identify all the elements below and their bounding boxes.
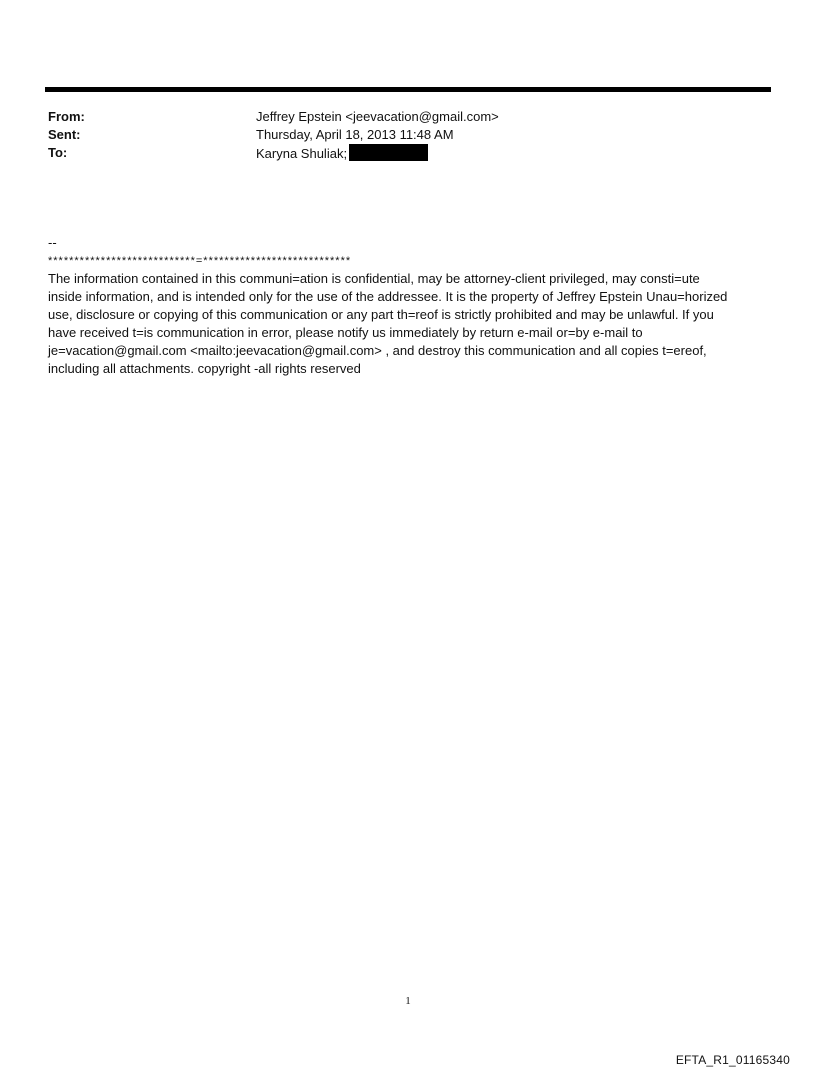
disclaimer-line: have received t=is communication in error, please notify us immediately by return e-mail or=by e-mail to <box>48 325 643 340</box>
to-label: To: <box>48 145 68 160</box>
disclaimer-line: use, disclosure or copying of this communication or any part th=reof is strictly prohibited and may be unlawful. If you <box>48 307 714 322</box>
disclaimer-line: je=vacation@gmail.com <mailto:jeevacation@gmail.com> , and destroy this communication and all copies t=ereof, <box>48 343 707 358</box>
sent-row <box>48 126 768 144</box>
sent-value: Thursday, April 18, 2013 11:48 AM <box>256 127 454 142</box>
signature-dash: -- <box>48 235 57 250</box>
to-value-container <box>256 144 768 162</box>
email-header <box>48 108 768 162</box>
redaction-block <box>349 144 428 161</box>
from-row <box>48 108 768 126</box>
asterisk-separator: ****************************=**************************** <box>48 255 352 267</box>
disclaimer-line: The information contained in this communi=ation is confidential, may be attorney-client privileged, may consti=ute <box>48 271 700 286</box>
to-value: Karyna Shuliak; <box>256 146 348 161</box>
disclaimer-line: including all attachments. copyright -all rights reserved <box>48 361 361 376</box>
header-divider <box>45 87 771 92</box>
email-body <box>48 234 778 378</box>
bates-number: EFTA_R1_01165340 <box>675 1053 790 1067</box>
sent-label: Sent: <box>48 127 81 142</box>
from-label: From: <box>48 109 85 124</box>
page-number: 1 <box>405 995 411 1007</box>
disclaimer-line: inside information, and is intended only for the use of the addressee. It is the property of Jeffrey Epstein Unau=horized <box>48 289 728 304</box>
to-row <box>48 144 768 162</box>
from-value: Jeffrey Epstein <jeevacation@gmail.com> <box>256 109 499 124</box>
